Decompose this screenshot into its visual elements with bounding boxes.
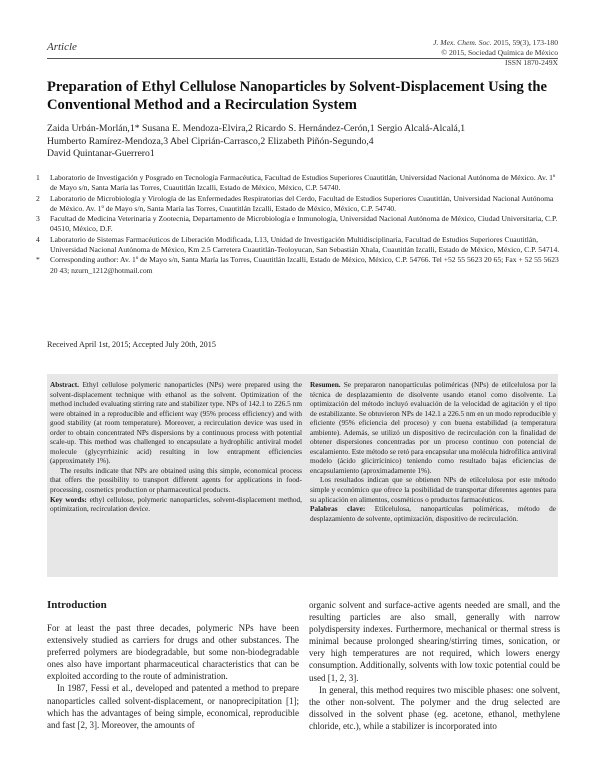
body-column-right — [309, 599, 560, 732]
keywords-text: ethyl cellulose, polymeric nanoparticles, solvent-displacement method, optimization, recirculation device. — [50, 494, 302, 514]
citation-journal: J. Mex. Chem. Soc. — [433, 38, 492, 47]
body-paragraph: In 1987, Fessi et al., developed and patented a method to prepare nanoparticles called solvent-displacement, or nanoprecipitation [1]; which has the advantages of being simple, economical, reproducible and fast [2, 3]. Moreover, the amounts of — [47, 683, 299, 730]
affiliation-text: Laboratorio de Sistemas Farmacéuticos de Liberación Modificada, L13, Unidad de Investigación Multidisciplinaria, Facultad de Estudios Superiores Cuautitlán, Universidad Nacional Autónoma de México, Km 2.5 Carretera Cuautitlán-Teoloyucan, San Sebastián Xhala, Cuautitlán Izcalli, Estado de México, México, C.P. 54714. — [50, 234, 560, 255]
affiliation-text: Laboratorio de Microbiología y Virología de las Enfermedades Respiratorias del Cerdo, Facultad de Estudios Superiores Cuautitlán, Universidad Nacional Autónoma de México. Av. 1º de Mayo s/n, Santa María las Torres, Cuautitlán Izcalli, Estado de México, México, C.P. 54740. — [50, 193, 554, 213]
section-label: Article — [47, 41, 77, 53]
author-line: Humberto Ramírez-Mendoza,3 Abel Ciprián-Carrasco,2 Elizabeth Piñón-Segundo,4 — [47, 135, 374, 147]
affiliation-text: Facultad de Medicina Veterinaria y Zootecnia, Departamento de Microbiología e Inmunología, Universidad Nacional Autónoma de México, Ciudad Universitaria, C.P. 04510, México, D.F. — [50, 214, 558, 234]
abstract-english — [50, 380, 302, 514]
introduction-heading: Introduction — [47, 599, 107, 611]
palabras-clave-text: Etilcelulosa, nanopartículas poliméricas, método de desplazamiento de solvente, optimización, dispositivo de recirculación. — [310, 504, 557, 523]
body-paragraph: In general, this method requires two miscible phases: one solvent, the other non-solvent. The polymer and the drug selected are dissolved in the solvent phase (eg. acetone, ethanol, methylene chloride, etc.), while a stabilizer is incorporated into — [309, 684, 560, 731]
citation-line — [433, 38, 558, 48]
abstract-label: Abstract. — [50, 380, 79, 389]
citation-volume: 2015, 59(3), 173-180 — [493, 38, 558, 47]
palabras-clave-label: Palabras clave: — [310, 504, 366, 514]
issn-line: ISSN 1870-249X — [505, 58, 558, 68]
affiliation-marker: 4 — [36, 234, 40, 244]
author-line: David Quintanar-Guerrero1 — [47, 148, 155, 160]
copyright-line: © 2015, Sociedad Química de México — [441, 48, 558, 58]
author-list — [47, 123, 567, 161]
affiliation — [36, 194, 561, 215]
resumen-label: Resumen. — [310, 380, 341, 389]
affiliation — [36, 173, 561, 194]
affiliation-marker: 2 — [36, 193, 40, 203]
resumen-paragraph: Los resultados indican que se obtienen NPs de etilcelulosa por este método simple y económico que ofrece la posibilidad de transportar diferentes agentes para su aplicación en alimentos, cosméticos o productos farmacéuticos. — [310, 475, 556, 504]
affiliation-text: Laboratorio de Investigación y Posgrado en Tecnología Farmacéutica, Facultad de Estudios Superiores Cuautitlán, Universidad Nacional Autónoma de México. Av. 1º de Mayo s/n, Santa María las Torres, Cuautitlán Izcalli, Estado de México, México, C.P. 54740. — [50, 173, 556, 193]
body-paragraph: For at least the past three decades, polymeric NPs have been extensively studied as carriers for drugs and other substances. The preferred polymers are biodegradable, but some non-biodegradable ones also have important pharmaceutical characteristics that can be exploited according to the route of administration. — [47, 623, 299, 682]
affiliation-text: Corresponding author: Av. 1º de Mayo s/n, Santa María las Torres, Cuautitlán Izcalli, Estado de México, México, C.P. 54766. Tel +52 55 5623 20 65; Fax + 52 55 5623 20 43; nzurn_1212@hotmail.com — [50, 255, 559, 275]
affiliation — [36, 255, 561, 276]
resumen-text: Se prepararon nanopartículas poliméricas (NPs) de etilcelulosa por la técnica de desplazamiento de disolvente usando etanol como disolvente. La optimización del método incluyó evaluación de la velocidad de agitación y el tipo de estabilizante. Se obtuvieron NPs de 142.1 a 226.5 nm en un modo reproducible y eficiente (95% eficiencia del proceso) y con buena estabilidad (a temperatura ambiente). Además, se utilizó un dispositivo de recirculación con la finalidad de obtener dispersiones concentradas por un proceso continuo con potencial de escalamiento. Este método se retó para encapsular una molécula hidrofílica antiviral modelo (ácido glicirrícinico) teniendo como resultado bajas eficiencias de encapsulamiento (aproximadamente 1%). — [310, 380, 557, 475]
affiliation-marker: 3 — [36, 214, 40, 224]
abstract-spanish — [310, 380, 556, 523]
author-line: Zaida Urbán-Morlán,1* Susana E. Mendoza-Elvira,2 Ricardo S. Hernández-Cerón,1 Sergio Alcalá-Alcalá,1 — [47, 123, 466, 134]
paper-title: Preparation of Ethyl Cellulose Nanoparticles by Solvent-Displacement Using the Conventional Method and a Recirculation System — [47, 79, 547, 113]
body-column-left — [47, 622, 299, 731]
affiliation — [36, 235, 561, 256]
header-rule — [47, 58, 558, 59]
abstract-paragraph: The results indicate that NPs are obtained using this simple, economical process that offers the possibility to transport different agents for applications in food-processing, cosmetics production or pharmaceutical products. — [50, 465, 302, 495]
journal-meta — [433, 38, 558, 69]
affiliation-marker: 1 — [36, 173, 40, 182]
received-dates: Received April 1st, 2015; Accepted July 20th, 2015 — [47, 340, 216, 349]
affiliation — [36, 214, 561, 235]
keywords-label: Key words: — [50, 494, 87, 504]
abstract-text: Ethyl cellulose polymeric nanoparticles (NPs) were prepared using the solvent-displacement technique with ethanol as the solvent. Optimization of the method included evaluating stirring rate and stabilizer type. NPs of 142.1 to 226.5 nm were obtained in a reproducible and efficient way (95% process efficiency) and with good stability (at room temperature). Moreover, a recirculation device was used in order to obtain concentrated NPs dispersions by a continuous process with potential scale-up. This method was challenged to encapsulate a hydrophilic antiviral model molecule (glycyrrhizinic acid) resulting in low entrapment efficiencies (approximately 1%). — [50, 380, 302, 466]
affiliation-marker: * — [36, 255, 40, 265]
body-paragraph: organic solvent and surface-active agents needed are small, and the resulting particles are also small, generally with narrow polydispersity indexes. Furthermore, mechanical or thermal stress is minimal because prolonged shearing/stirring times, sonication, or very high temperatures are not required, which lowers energy consumption. Additionally, solvents with low toxic potential could be used [1, 2, 3]. — [309, 600, 560, 683]
affiliation-list — [36, 173, 561, 276]
